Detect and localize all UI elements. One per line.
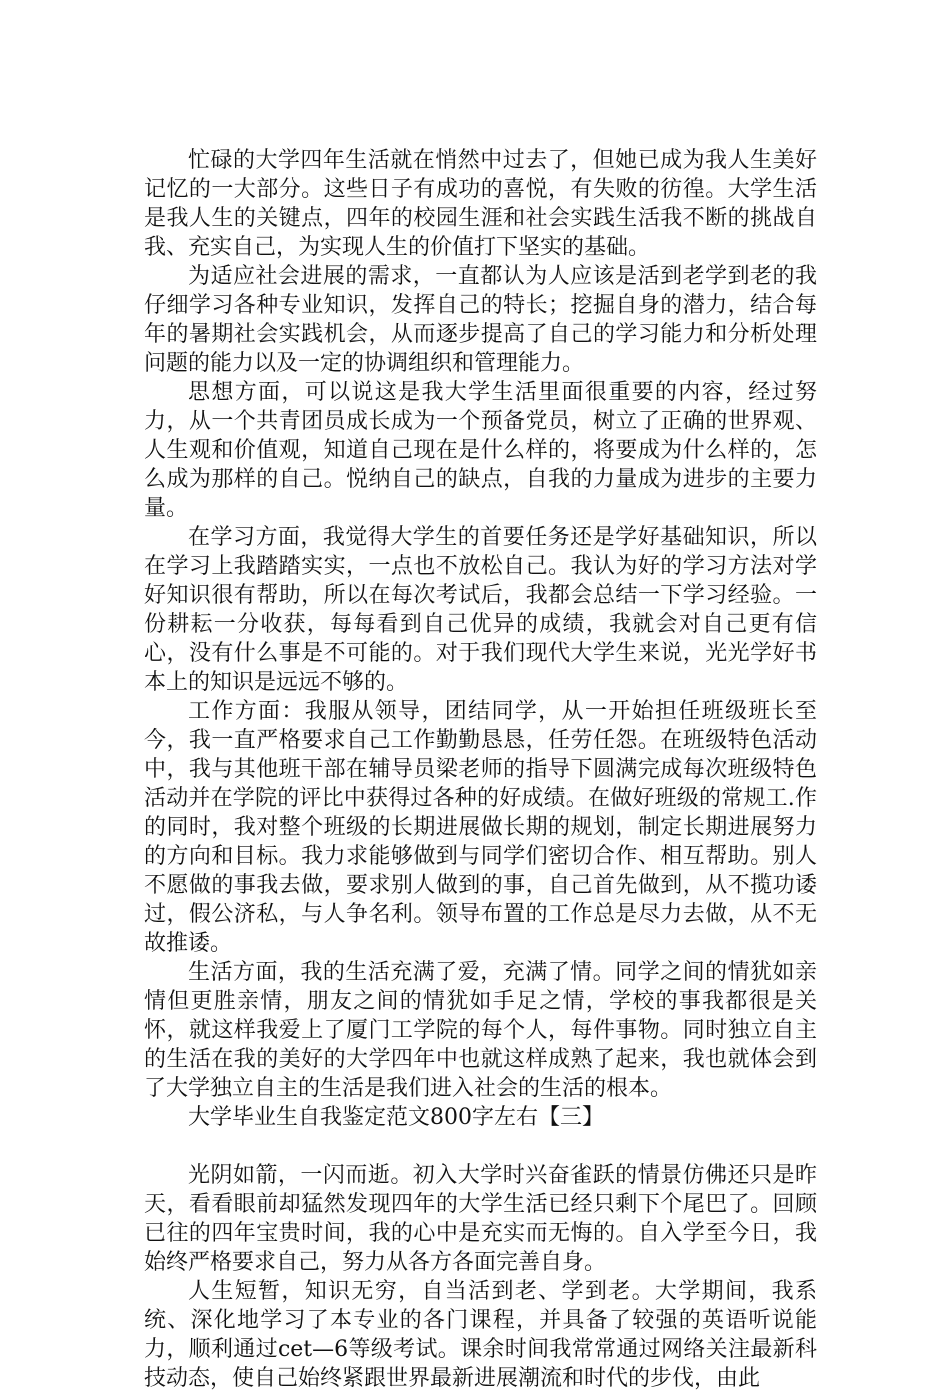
section-heading: 大学毕业生自我鉴定范文800字左右【三】 [188,1105,604,1130]
paragraph-study-growth: 为适应社会进展的需求，一直都认为人应该是活到老学到老的我仔细学习各种专业知识，发挥自己的特长；挖掘自身的潜力，结合每年的暑期社会实践机会，从而逐步提高了自己的学习能力和分析处理问题的能力以及一定的协调组织和管理能力。 [144,264,817,376]
paragraph-work: 工作方面：我服从领导，团结同学，从一开始担任班级班长至今，我一直严格要求自己工作勤勤恳恳，任劳任怨。在班级特色活动中，我与其他班干部在辅导员梁老师的指导下圆满完成每次班级特色活动并在学院的评比中获得过各种的好成绩。在做好班级的常规工.作的同时，我对整个班级的长期进展做长期的规划，制定长期进展努力的方向和目标。我力求能够做到与同学们密切合作、相互帮助。别人不愿做的事我去做，要求别人做到的事，自己首先做到，从不揽功诿过，假公济私，与人争名利。领导布置的工作总是尽力去做，从不无故推诿。 [144,699,817,956]
paragraph-time-passes: 光阴如箭，一闪而逝。初入大学时兴奋雀跃的情景仿佛还只是昨天，看看眼前却猛然发现四年的大学生活已经只剩下个尾巴了。回顾已往的四年宝贵时间，我的心中是充实而无悔的。自入学至今日，我始终严格要求自己，努力从各方各面完善自身。 [144,1163,817,1275]
paragraph-intro: 忙碌的大学四年生活就在悄然中过去了，但她已成为我人生美好记忆的一大部分。这些日子有成功的喜悦，有失败的彷徨。大学生活是我人生的关键点，四年的校园生涯和社会实践生活我不断的挑战自我、充实自己，为实现人生的价值打下坚实的基础。 [144,148,817,260]
blank-line [144,1132,817,1161]
paragraph-thought: 思想方面，可以说这是我大学生活里面很重要的内容，经过努力，从一个共青团员成长成为一个预备党员，树立了正确的世界观、人生观和价值观，知道自己现在是什么样的，将要成为什么样的，怎么成为那样的自己。悦纳自己的缺点，自我的力量成为进步的主要力量。 [144,380,817,521]
document-body [144,146,817,1393]
paragraph-life: 生活方面，我的生活充满了爱，充满了情。同学之间的情犹如亲情但更胜亲情，朋友之间的情犹如手足之情，学校的事我都很是关怀，就这样我爱上了厦门工学院的每个人，每件事物。同时独立自主的生活在我的美好的大学四年中也就这样成熟了起来，我也就体会到了大学独立自主的生活是我们进入社会的生活的根本。 [144,960,817,1101]
paragraph-learning: 在学习方面，我觉得大学生的首要任务还是学好基础知识，所以在学习上我踏踏实实，一点也不放松自己。我认为好的学习方法对学好知识很有帮助，所以在每次考试后，我都会总结一下学习经验。一份耕耘一分收获，每每看到自己优异的成绩，我就会对自己更有信心，没有什么事是不可能的。对于我们现代大学生来说，光光学好书本上的知识是远远不够的。 [144,525,817,695]
paragraph-knowledge: 人生短暂，知识无穷，自当活到老、学到老。大学期间，我系统、深化地学习了本专业的各门课程，并具备了较强的英语听说能力，顺利通过cet—6等级考试。课余时间我常常通过网络关注最新科技动态，使自己始终紧跟世界最新进展潮流和时代的步伐，由此 [144,1279,817,1391]
